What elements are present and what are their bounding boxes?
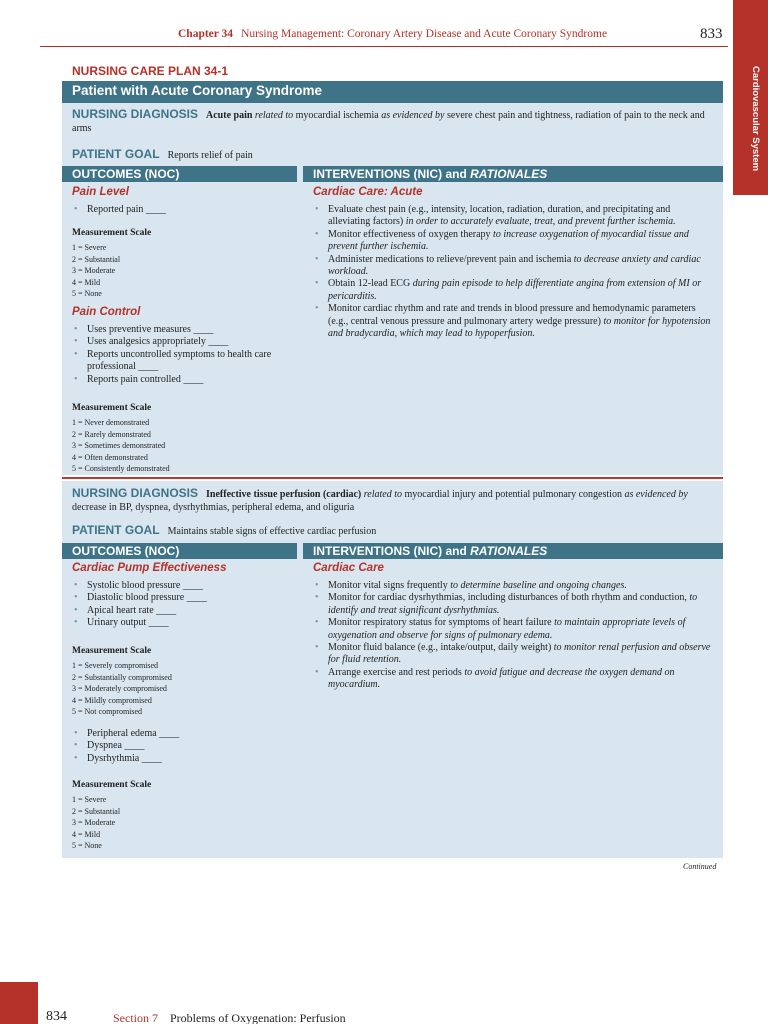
diagnosis-related: related to <box>363 489 402 500</box>
intervention-rationale: to monitor renal perfusion and observe for fluid retention. <box>328 642 711 666</box>
outcome-list <box>72 728 292 765</box>
scale-item: 2 = Substantial <box>72 254 121 264</box>
goal-text: Reports relief of pain <box>167 150 253 161</box>
outcome-item: • Reports pain controlled ____ <box>72 374 287 386</box>
interventions-header-italic: RATIONALES <box>470 167 548 181</box>
outcome-item: • Dyspnea ____ <box>72 740 292 752</box>
measurement-scale <box>72 660 172 718</box>
measurement-scale <box>72 242 120 300</box>
intervention-text: Monitor fluid balance (e.g., intake/output, daily weight) <box>328 642 552 654</box>
header-rule <box>40 46 728 47</box>
intervention-text: Obtain 12-lead ECG <box>328 278 411 290</box>
diagnosis-evidenced: as evidenced by <box>381 110 445 121</box>
outcome-list <box>72 324 287 386</box>
footer-section-title: Problems of Oxygenation: Perfusion <box>170 1011 346 1024</box>
scale-item: 4 = Mildly compromised <box>72 695 152 705</box>
scale-item: 4 = Often demonstrated <box>72 452 148 462</box>
intervention-text: Monitor for cardiac dysrhythmias, including disturbances of both rhythm and conduction, <box>328 592 687 604</box>
outcomes-header: OUTCOMES (NOC) <box>62 543 297 559</box>
diagnosis-evidenced: as evidenced by <box>624 489 688 500</box>
intervention-rationale: to maintain appropriate levels of oxygenation and observe for signs of pulmonary edema. <box>328 617 686 641</box>
intervention-title: Cardiac Care: Acute <box>313 186 423 198</box>
section-divider <box>62 477 723 479</box>
intervention-rationale: to decrease anxiety and cardiac workload. <box>328 253 701 278</box>
scale-item: 4 = Mild <box>72 277 101 287</box>
intervention-item <box>313 254 711 279</box>
diagnosis-cause: myocardial ischemia <box>295 110 379 121</box>
diagnosis-term: Acute pain <box>206 110 253 121</box>
continued-note: Continued <box>683 862 717 871</box>
intervention-item <box>313 642 711 667</box>
intervention-item <box>313 229 711 254</box>
measurement-scale-label: Measurement Scale <box>72 780 152 790</box>
intervention-text: Monitor effectiveness of oxygen therapy <box>328 228 491 240</box>
outcome-list <box>72 204 292 216</box>
scale-item: 5 = Not compromised <box>72 707 143 716</box>
intervention-rationale: to increase oxygenation of myocardial tissue and prevent further ischemia. <box>328 228 689 253</box>
outcome-item: • Reports uncontrolled symptoms to health care professional ____ <box>72 349 287 374</box>
intervention-rationale: in order to accurately evaluate, treat, and prevent further ischemia. <box>405 216 676 228</box>
outcome-item: • Dysrhythmia ____ <box>72 753 292 765</box>
running-header <box>178 28 607 40</box>
measurement-scale <box>72 794 120 852</box>
intervention-item <box>313 592 711 617</box>
measurement-scale-label: Measurement Scale <box>72 403 152 413</box>
outcome-item: • Uses preventive measures ____ <box>72 324 287 336</box>
outcome-title: Cardiac Pump Effectiveness <box>72 562 227 574</box>
intervention-item <box>313 580 711 592</box>
intervention-list <box>313 204 711 340</box>
intervention-text: Monitor respiratory status for symptoms of heart failure <box>328 617 552 629</box>
intervention-list <box>313 580 711 692</box>
scale-item: 2 = Rarely demonstrated <box>72 429 151 439</box>
interventions-header <box>303 543 723 559</box>
outcomes-header: OUTCOMES (NOC) <box>62 166 297 182</box>
nursing-diagnosis-2 <box>72 487 712 514</box>
outcome-title: Pain Level <box>72 186 129 198</box>
goal-label: PATIENT GOAL <box>72 147 160 161</box>
intervention-title: Cardiac Care <box>313 562 384 574</box>
chapter-number: Chapter 34 <box>178 28 234 40</box>
scale-item: 3 = Moderate <box>72 266 116 275</box>
scale-item: 3 = Sometimes demonstrated <box>72 441 166 450</box>
intervention-item <box>313 303 711 340</box>
goal-text: Maintains stable signs of effective cardiac perfusion <box>167 526 377 537</box>
patient-goal-1 <box>72 147 253 161</box>
plan-label: NURSING CARE PLAN 34-1 <box>72 64 229 78</box>
outcome-item: • Diastolic blood pressure ____ <box>72 592 292 604</box>
measurement-scale-label: Measurement Scale <box>72 646 152 656</box>
intervention-text: Monitor cardiac rhythm and rate and trends in blood pressure and hemodynamic parameters (e.g., central venous pressure and pulmonary artery wedge pressure) <box>328 303 696 327</box>
diagnosis-label: NURSING DIAGNOSIS <box>72 486 199 500</box>
diagnosis-related: related to <box>254 110 294 121</box>
diagnosis-evidence: decrease in BP, dyspnea, dysrhythmias, peripheral edema, and oliguria <box>72 502 355 513</box>
intervention-rationale: to monitor for hypotension and bradycardia, which may lead to hypoperfusion. <box>328 315 711 340</box>
interventions-header-italic: RATIONALES <box>470 544 548 558</box>
scale-item: 4 = Mild <box>72 829 101 839</box>
outcome-item: • Apical heart rate ____ <box>72 605 292 617</box>
goal-label: PATIENT GOAL <box>72 523 160 537</box>
intervention-rationale: to avoid fatigue and decrease the oxygen demand on myocardium. <box>328 666 675 691</box>
chapter-title: Nursing Management: Coronary Artery Disease and Acute Coronary Syndrome <box>241 28 608 40</box>
scale-item: 5 = Consistently demonstrated <box>72 464 170 473</box>
scale-item: 1 = Severely compromised <box>72 661 159 670</box>
measurement-scale <box>72 417 170 475</box>
diagnosis-label: NURSING DIAGNOSIS <box>72 107 199 121</box>
intervention-item <box>313 204 711 229</box>
intervention-text: Monitor vital signs frequently <box>328 580 448 591</box>
diagnosis-cause: myocardial injury and potential pulmonary congestion <box>404 489 622 500</box>
intervention-rationale: to identify and treat significant dysrhythmias. <box>328 592 698 616</box>
scale-item: 2 = Substantially compromised <box>72 672 172 682</box>
intervention-text: Arrange exercise and rest periods <box>328 666 462 678</box>
scale-item: 5 = None <box>72 841 102 850</box>
outcome-item: • Uses analgesics appropriately ____ <box>72 336 287 348</box>
outcome-list <box>72 580 292 630</box>
patient-goal-2 <box>72 523 376 537</box>
footer-page-number: 834 <box>46 1009 67 1024</box>
outcome-item: • Systolic blood pressure ____ <box>72 580 292 592</box>
diagnosis-term: Ineffective tissue perfusion (cardiac) <box>206 489 362 500</box>
intervention-rationale: to determine baseline and ongoing changes. <box>450 580 627 591</box>
footer-tab <box>0 982 38 1024</box>
scale-item: 1 = Severe <box>72 795 107 804</box>
measurement-scale-label: Measurement Scale <box>72 228 152 238</box>
scale-item: 1 = Severe <box>72 243 107 252</box>
scale-item: 2 = Substantial <box>72 806 121 816</box>
intervention-item <box>313 617 711 642</box>
outcome-title: Pain Control <box>72 306 141 318</box>
scale-item: 3 = Moderate <box>72 818 116 827</box>
interventions-header <box>303 166 723 182</box>
nursing-diagnosis-1 <box>72 108 712 135</box>
outcome-item: • Urinary output ____ <box>72 617 292 629</box>
interventions-header-text: INTERVENTIONS (NIC) and <box>313 167 467 181</box>
footer-section <box>113 1011 346 1024</box>
intervention-text: Evaluate chest pain (e.g., intensity, location, radiation, duration, and precipitating and alleviating factors) <box>328 204 671 228</box>
intervention-item <box>313 278 711 303</box>
scale-item: 5 = None <box>72 289 102 298</box>
side-tab-label: Cardiovascular System <box>750 66 761 172</box>
page-number: 833 <box>700 26 723 42</box>
intervention-rationale: during pain episode to help differentiate angina from extension of MI or pericarditis. <box>328 278 702 302</box>
plan-title-bar <box>62 81 723 103</box>
scale-item: 3 = Moderately compromised <box>72 684 167 693</box>
footer-section-number: Section 7 <box>113 1011 158 1024</box>
intervention-text: Administer medications to relieve/prevent pain and ischemia <box>328 253 572 265</box>
outcome-item: • Reported pain ____ <box>72 204 292 216</box>
intervention-item <box>313 667 711 692</box>
scale-item: 1 = Never demonstrated <box>72 418 150 427</box>
outcome-item: • Peripheral edema ____ <box>72 728 292 740</box>
diagnosis-evidence: severe chest pain and tightness, radiation of pain to the neck and arms <box>72 110 705 134</box>
plan-title: Patient with Acute Coronary Syndrome <box>72 83 323 98</box>
interventions-header-text: INTERVENTIONS (NIC) and <box>313 544 467 558</box>
